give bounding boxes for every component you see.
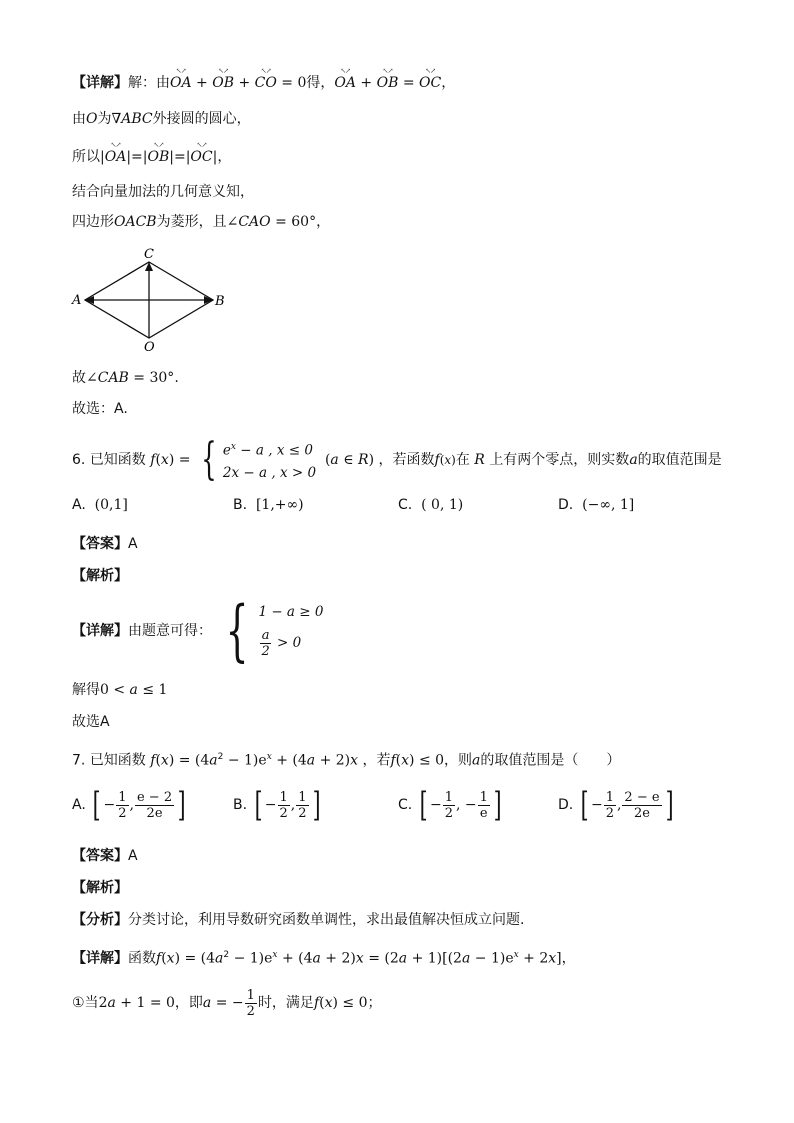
q6-option-b[interactable]: B. [1,+∞)	[233, 497, 304, 513]
q6-option-a[interactable]: A. (0,1]	[72, 497, 128, 513]
q7-option-d[interactable]: D. [ − $\frac{1}{2}$ , $\frac{2 - e}{2e}$ ]	[558, 785, 674, 825]
solution-line-6: 故∠CAB = 30°.	[72, 370, 179, 386]
solution-line-5: 四边形OACB为菱形，且∠CAO = 60°，	[72, 214, 331, 230]
solution-line-2: 由O为∇ABC外接圆的圆心，	[72, 111, 251, 127]
solution-line-3: 所以|↖↗ OA|=|↖↗ OB|=|↖↗ OC|，	[72, 147, 231, 167]
q6-answer: 【答案】A	[72, 536, 138, 552]
q6-option-c[interactable]: C. ( 0, 1)	[398, 497, 464, 513]
question-7-stem: 7. 已知函数 $f(x) = (4a^2 - 1)e^x + (4a + 2)x$ ，若f(x) ≤ 0，则a的取值范围是（ ）	[72, 752, 621, 769]
solution-line-7: 故选：A.	[72, 401, 128, 417]
q6-detail: 【详解】由题意可得： { 1 − a ≥ 0 $\frac{a}{2}$ > 0	[72, 592, 324, 669]
q6-analysis-tag: 【解析】	[72, 568, 128, 584]
q6-option-d[interactable]: D. (−∞, 1]	[558, 497, 635, 513]
q7-case-1: ①当2a + 1 = 0，即a = − $\frac{1}{2}$ 时，满足f(x) ≤ 0；	[72, 987, 382, 1019]
solution-line-4: 结合向量加法的几何意义知，	[72, 184, 254, 200]
label-c: C	[144, 247, 154, 262]
rhombus-diagram	[68, 244, 238, 354]
q6-solve: 解得0 < a ≤ 1	[72, 682, 168, 698]
q7-answer: 【答案】A	[72, 848, 138, 864]
q7-option-b[interactable]: B. [ − $\frac{1}{2}$ , $\frac{1}{2}$ ]	[233, 785, 321, 825]
label-b: B	[215, 294, 225, 309]
q7-fenxi: 【分析】分类讨论，利用导数研究函数单调性，求出最值解决恒成立问题.	[72, 912, 525, 928]
q7-analysis-tag: 【解析】	[72, 880, 128, 896]
solution-line-1: 【详解】解：由↖↗ OA + ↖↗ OB + ↖↗ CO = 0得，↖↗ OA + ↖↗ OB = ↖↗ OC，	[72, 73, 455, 93]
question-6-stem: 6. 已知函数 f(x) = { $e^x - a$ , x ≤ 0 2x − a , x > 0 (a ∈ R) ，若函数f(x)在 R 上有两个零点，则实数a的取值范围是	[72, 433, 722, 485]
label-o: O	[144, 340, 155, 354]
q7-option-c[interactable]: C. [ − $\frac{1}{2}$ , − $\frac{1}{e}$ ]	[398, 785, 502, 825]
detail-tag: 【详解】	[72, 75, 128, 91]
label-a: A	[72, 293, 82, 308]
q6-choose: 故选A	[72, 714, 110, 730]
q7-option-a[interactable]: A. [ − $\frac{1}{2}$ , $\frac{e - 2}{2e}$ ]	[72, 785, 186, 825]
q7-detail: 【详解】函数$f(x) = (4a^2 - 1)e^x + (4a + 2)x = (2a + 1)[(2a - 1)e^x + 2x]$，	[72, 950, 576, 967]
